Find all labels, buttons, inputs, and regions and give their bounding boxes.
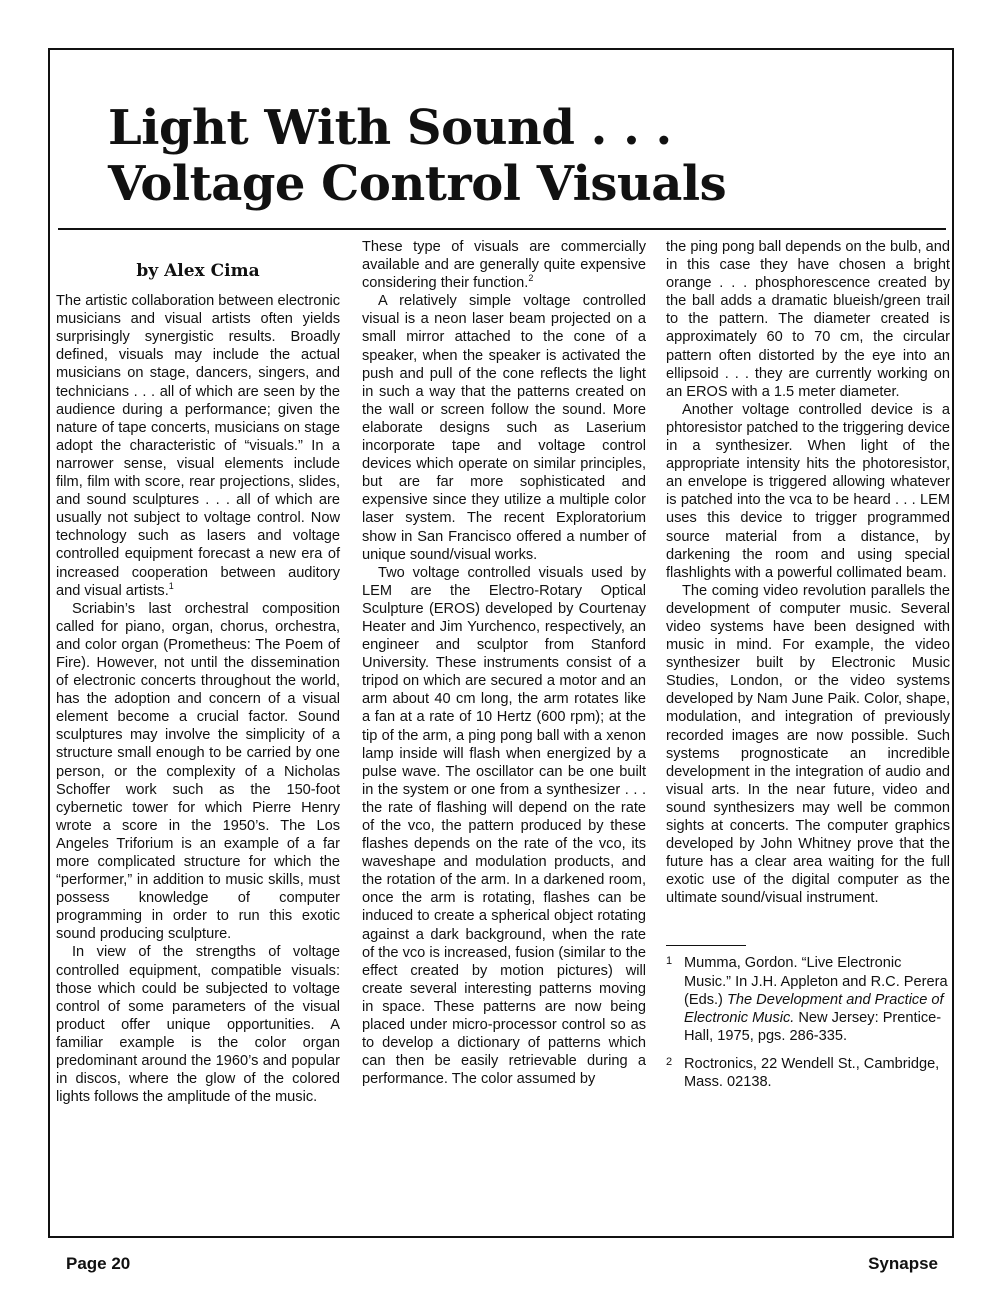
column-2 (362, 238, 646, 1088)
footnote-ref: 2 (528, 273, 534, 284)
footnote (666, 954, 950, 1044)
paragraph-text: The artistic collaboration between electronic musicians and visual artists often yields surprisingly synergistic results. Broadly defined, visuals may include the actual musicians on stage, dancers, singers, and technicians . . . all of which are seen by the audience during a performance; given the nature of tape concerts, musicians on stage adopt the characteristic of “visuals.” In a narrower sense, visual elements include film, film with score, rear projections, slides, and sound sculptures . . . all of which are usually not subject to voltage control. Now technology such as lasers and voltage controlled equipment forecast a new era of increased cooperation between auditory and visual artists. (56, 293, 340, 599)
column-3 (666, 238, 950, 1101)
footnote-book-title: The Development and Practice of Electronic Music. (684, 991, 944, 1026)
paragraph: Two voltage controlled visuals used by LEM are the Electro-Rotary Optical Sculpture (EROS) developed by Courtenay Heater and Jim Yurchenco, respectively, an engineer and sculptor from Stanford University. These instruments consist of a tripod on which are secured a motor and an arm about 40 cm long, the arm rotates like a fan at a rate of 10 Hertz (600 rpm); at the tip of the arm, a ping pong ball with a xenon lamp inside will flash when energized by a pulse wave. The oscillator can be one built in the system or one from a synthesizer . . . the rate of flashing will depend on the rate of the vco, the pattern produced by these flashes depends on the rate of the vco, its waveshape and modulation products, and the rotation of the arm. In a darkened room, once the arm is rotating, flashes can be induced to create a spherical object rotating against a dark background, when the rate of the vco is increased, fusion (similar to the effect created by motion pictures) will create several interesting patterns moving in space. These patterns are now being placed under micro-processor control so as to develop a dictionary of patterns which can then be easily retrievable during a performance. The color assumed by (362, 564, 646, 1088)
title-line-1: Light With Sound . . . (108, 100, 672, 156)
paragraph: The coming video revolution parallels the development of computer music. Several video systems have been designed with music in mind. For example, the video synthesizer built by Electronic Music Studies, London, or the video systems developed by Nam June Paik. Color, shape, modulation, and integration of previously recorded images are now possible. Such systems prognosticate an incredible development in the integration of audio and visual arts. In the near future, video and sound synthesizers may well be common sights at concerts. The computer graphics developed by John Whitney prove that the future has a clear area waiting for the full exotic use of the digital computer as the ultimate sound/visual instrument. (666, 582, 950, 907)
paragraph (56, 292, 340, 600)
publication-name: Synapse (868, 1254, 938, 1273)
footnote-text-part: Mumma, Gordon. “Live Electronic Music.” In J.H. Appleton and R.C. Perera (Eds.) (684, 955, 948, 1008)
column-1 (56, 238, 340, 1106)
footnote-number: 1 (666, 955, 673, 968)
title-rule (58, 228, 946, 230)
paragraph (362, 238, 646, 292)
paragraph: In view of the strengths of voltage controlled equipment, compatible visuals: those which could be subjected to voltage control of some parameters of the visual product offer unique opportunities. A familiar example is the color organ predominant around the 1960’s and popular in discos, where the glow of the colored lights follows the amplitude of the music. (56, 944, 340, 1106)
paragraph: Scriabin’s last orchestral composition called for piano, organ, chorus, orchestra, and color organ (Prometheus: The Poem of Fire). However, not until the dissemination of electronic concerts throughout the world, has the adoption and concern of a visual element become a crucial factor. Sound sculptures may involve the simplicity of a structure small enough to be carried by one person, or the complexity of a Nicholas Schoffer work such as the 150-foot cybernetic tower for which Pierre Henry wrote a score in the 1950’s. The Los Angeles Triforium is an example of a far more complicated structure for which the “performer,” in addition to music skills, must possess knowledge of computer programming in order to run this exotic sound producing sculpture. (56, 600, 340, 943)
page-number: Page 20 (66, 1254, 131, 1273)
footnote-ref: 1 (168, 580, 174, 591)
footnote-text: Roctronics, 22 Wendell St., Cambridge, Mass. 02138. (684, 1055, 940, 1091)
footnote-text-part: New Jersey: Prentice-Hall, 1975, pgs. 286-335. (684, 1009, 942, 1044)
footnote-text (684, 954, 950, 1044)
article-title (108, 100, 726, 212)
paragraph: Another voltage controlled device is a phtoresistor patched to the triggering device in a synthesizer. When light of the appropriate intensity hits the photoresistor, an envelope is triggered allowing whatever is patched into the vca to be heard . . . LEM uses this device to trigger programmed source material from a distance, by darkening the room and using special flashlights with a powerful collimated beam. (666, 401, 950, 581)
paragraph-text: These type of visuals are commercially available and are generally quite expensive considering their function. (362, 239, 646, 292)
footnote-rule (666, 945, 746, 946)
footnote (666, 1055, 950, 1091)
footnote-number: 2 (666, 1055, 673, 1068)
byline: by Alex Cima (136, 261, 260, 281)
paragraph: A relatively simple voltage controlled visual is a neon laser beam projected on a small mirror attached to the cone of a speaker, when the speaker is activated the push and pull of the cone reflects the light in such a way that the patterns created on the wall or screen follow the sound. More elaborate designs such as Laserium incorporate tape and voltage control devices which operate on similar principles, but are far more sophisticated and expensive since they utilize a multiple color laser system. The recent Exploratorium show in San Francisco offered a number of unique sound/visual works. (362, 293, 646, 563)
title-line-2: Voltage Control Visuals (108, 156, 727, 212)
paragraph: the ping pong ball depends on the bulb, and in this case they have chosen a bright orange . . . phosphorescence created by the ball adds a dramatic blueish/green trail to the pattern. The diameter created is approximately 60 to 70 cm, the circular pattern often distorted by the eye into an ellipsoid . . . they are currently working on an EROS with a 1.5 meter diameter. (666, 239, 951, 400)
